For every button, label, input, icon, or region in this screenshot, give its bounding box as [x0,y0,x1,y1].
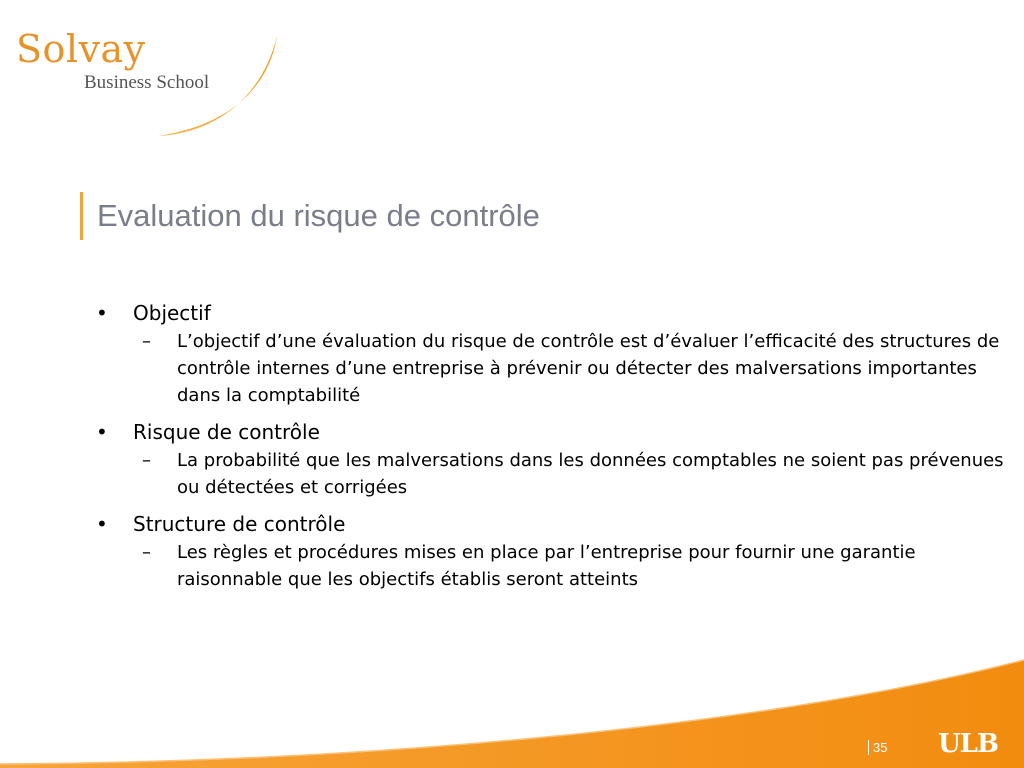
bullet-label: Risque de contrôle [133,420,320,444]
slide-title: Evaluation du risque de contrôle [97,198,540,233]
logo-subtitle: Business School [84,72,210,93]
page-number [868,740,887,755]
bullet-label: Structure de contrôle [133,512,346,536]
bullet-icon: • [96,512,108,536]
bullet-icon: • [96,420,108,444]
bullet-label: Objectif [133,301,211,325]
ulb-logo: ULB [938,729,998,759]
logo-name: Solvay [16,27,146,71]
page-number-separator [868,740,869,755]
dash-icon: – [142,542,151,563]
page-number-value: 35 [873,740,888,755]
sub-bullet-text: La probabilité que les malversations dans les données comptables ne soient pas prévenues ou détectées et corrigées [177,450,1004,498]
dash-icon: – [142,450,151,471]
dash-icon: – [142,331,151,352]
bullet-icon: • [96,301,108,325]
sub-bullet-text: L’objectif d’une évaluation du risque de contrôle est d’évaluer l’efficacité des structures de contrôle internes d’une entreprise à prévenir ou détecter des malversations importantes dans la comptabilité [177,331,1000,406]
sub-bullet-text: Les règles et procédures mises en place par l’entreprise pour fournir une garantie raisonnable que les objectifs établis seront atteints [177,542,916,590]
